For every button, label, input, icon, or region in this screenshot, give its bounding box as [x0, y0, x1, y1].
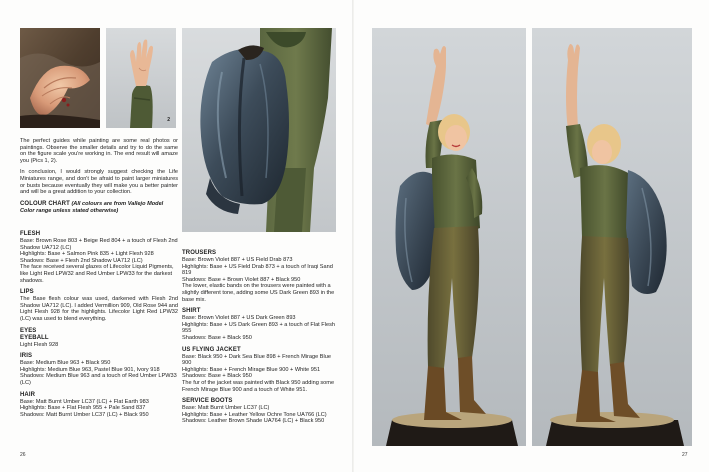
- section-line: Shadows: Base + Black 950: [182, 334, 252, 341]
- section-flying-jacket: [182, 347, 336, 394]
- section-shirt: [182, 308, 336, 341]
- section-line: Shadows: Matt Burnt Umber LC37 (LC) + Black 950: [20, 411, 149, 418]
- section-line: Highlights: Medium Blue 963, Pastel Blue 901, Ivory 918: [20, 366, 160, 373]
- colour-chart-heading: [20, 201, 178, 215]
- photo-number-label: 2: [167, 117, 170, 123]
- right-page: [354, 0, 709, 472]
- section-line: The Base flesh colour was used, darkened with Flesh 2nd Shadow UA712 (LC). I added Vermillion 909, Old Rose 944 and Light Flesh 928 for the highlights. Lifecolor Light Red LPW32 (LC) was used to blend everything.: [20, 296, 178, 322]
- section-title: TROUSERS: [182, 250, 217, 256]
- section-line: Base: Matt Burnt Umber LC37 (LC) + Flat Earth 983: [20, 398, 149, 405]
- section-line: Base: Black 950 + Dark Sea Blue 898 + French Mirage Blue 900: [182, 353, 331, 367]
- section-title: IRIS: [20, 353, 33, 360]
- section-line: Shadows: Medium Blue 963 and a touch of Red Umber LPW33 (LC): [20, 373, 177, 386]
- left-colour-sections: [20, 231, 178, 423]
- section-line: The fur of the jacket was painted with Black 950 adding some French Mirage Blue 900 and a touch of White 951.: [182, 379, 335, 393]
- section-line: Base: Brown Violet 887 + US Field Drab 873: [182, 257, 293, 263]
- section-line: Base: Medium Blue 963 + Black 950: [20, 360, 111, 367]
- section-line: Base: Matt Burnt Umber LC37 (LC): [182, 405, 270, 412]
- section-title: SHIRT: [182, 308, 201, 315]
- section-lips: [20, 289, 178, 322]
- section-line: Shadows: Base + Black 950: [182, 373, 252, 380]
- section-line: Base: Brown Rose 803 + Beige Red 804 + a touch of Flesh 2nd Shadow UA712 (LC): [20, 238, 178, 251]
- section-line: Shadows: Base + Brown Violet 887 + Black 950: [182, 276, 301, 283]
- section-title: EYEBALL: [20, 334, 49, 341]
- middle-colour-sections: [182, 250, 336, 430]
- section-trousers: [182, 250, 336, 303]
- section-line: Highlights: Base + Leather Yellow Ochre Tone UA766 (LC): [182, 411, 327, 418]
- section-service-boots: [182, 398, 336, 425]
- section-line: Highlights: Base + Flat Flesh 955 + Pale Sand 837: [20, 405, 146, 412]
- colour-chart-title: COLOUR CHART: [20, 200, 70, 207]
- section-hair: [20, 392, 178, 419]
- figure-front-image: [372, 28, 526, 446]
- section-line: Shadows: Base + Flesh 2nd Shadow UA712 (LC): [20, 257, 143, 264]
- section-flesh: [20, 231, 178, 284]
- page-number-left: 26: [20, 452, 26, 458]
- section-title: LIPS: [20, 289, 34, 296]
- section-line: Highlights: Base + Salmon Pink 835 + Light Flesh 928: [20, 251, 154, 258]
- section-title: FLESH: [20, 231, 41, 237]
- miniature-hand-image: [106, 28, 176, 128]
- intro-paragraph-1: The perfect guides while painting are some real photos or paintings. Observe the smaller details and try to do the same on the figure scale you're working in. The end result will amaze you (Pics 1, 2).: [20, 138, 178, 164]
- photo-figure-front: [372, 28, 526, 446]
- left-page: [0, 0, 354, 472]
- section-title: EYES: [20, 327, 37, 334]
- page-number-right: 27: [682, 452, 688, 458]
- photo-jacket-closeup: [182, 28, 336, 232]
- colour-chart-note: (All colours are from Vallejo Model Color range unless stated otherwise): [20, 200, 164, 214]
- section-line: The face received several glazes of Lifecolor Liquid Pigments, like Light Red LPW32 and Red Umber LPW33 for the darkest shadows.: [20, 264, 174, 284]
- section-title: HAIR: [20, 391, 36, 398]
- section-line: Highlights: Base + US Field Drab 873 + a touch of Iraqi Sand 819: [182, 263, 333, 277]
- section-title: US FLYING JACKET: [182, 346, 241, 353]
- section-line: Base: Brown Violet 887 + US Dark Green 893: [182, 315, 296, 322]
- photo-figure-side: [532, 28, 692, 446]
- figure-side-image: [532, 28, 692, 446]
- photo-painting-hands: [20, 28, 100, 128]
- photo-miniature-hand: [106, 28, 176, 128]
- painting-hands-image: [20, 28, 100, 128]
- intro-paragraph-2: In conclusion, I would strongly suggest checking the Life Miniatures range, and don't be afraid to paint larger miniatures or busts because eventually they will make you a better painter and will be a great addition to your collection.: [20, 169, 178, 196]
- section-iris: [20, 353, 178, 386]
- section-line: Highlights: Base + French Mirage Blue 900 + White 951: [182, 366, 321, 373]
- section-eyes: [20, 328, 178, 349]
- section-line: Light Flesh 928: [20, 341, 59, 348]
- section-line: The lower, elastic bands on the trousers were painted with a slightly different tone, adding some US Dark Green 893 in the base mix.: [182, 283, 335, 303]
- section-line: Shadows: Leather Brown Shade UA764 (LC) + Black 950: [182, 418, 325, 425]
- section-title: SERVICE BOOTS: [182, 398, 233, 405]
- intro-text: [20, 138, 178, 219]
- section-line: Highlights: Base + US Dark Green 893 + a touch of Flat Flesh 955: [182, 321, 335, 335]
- jacket-closeup-image: [182, 28, 336, 232]
